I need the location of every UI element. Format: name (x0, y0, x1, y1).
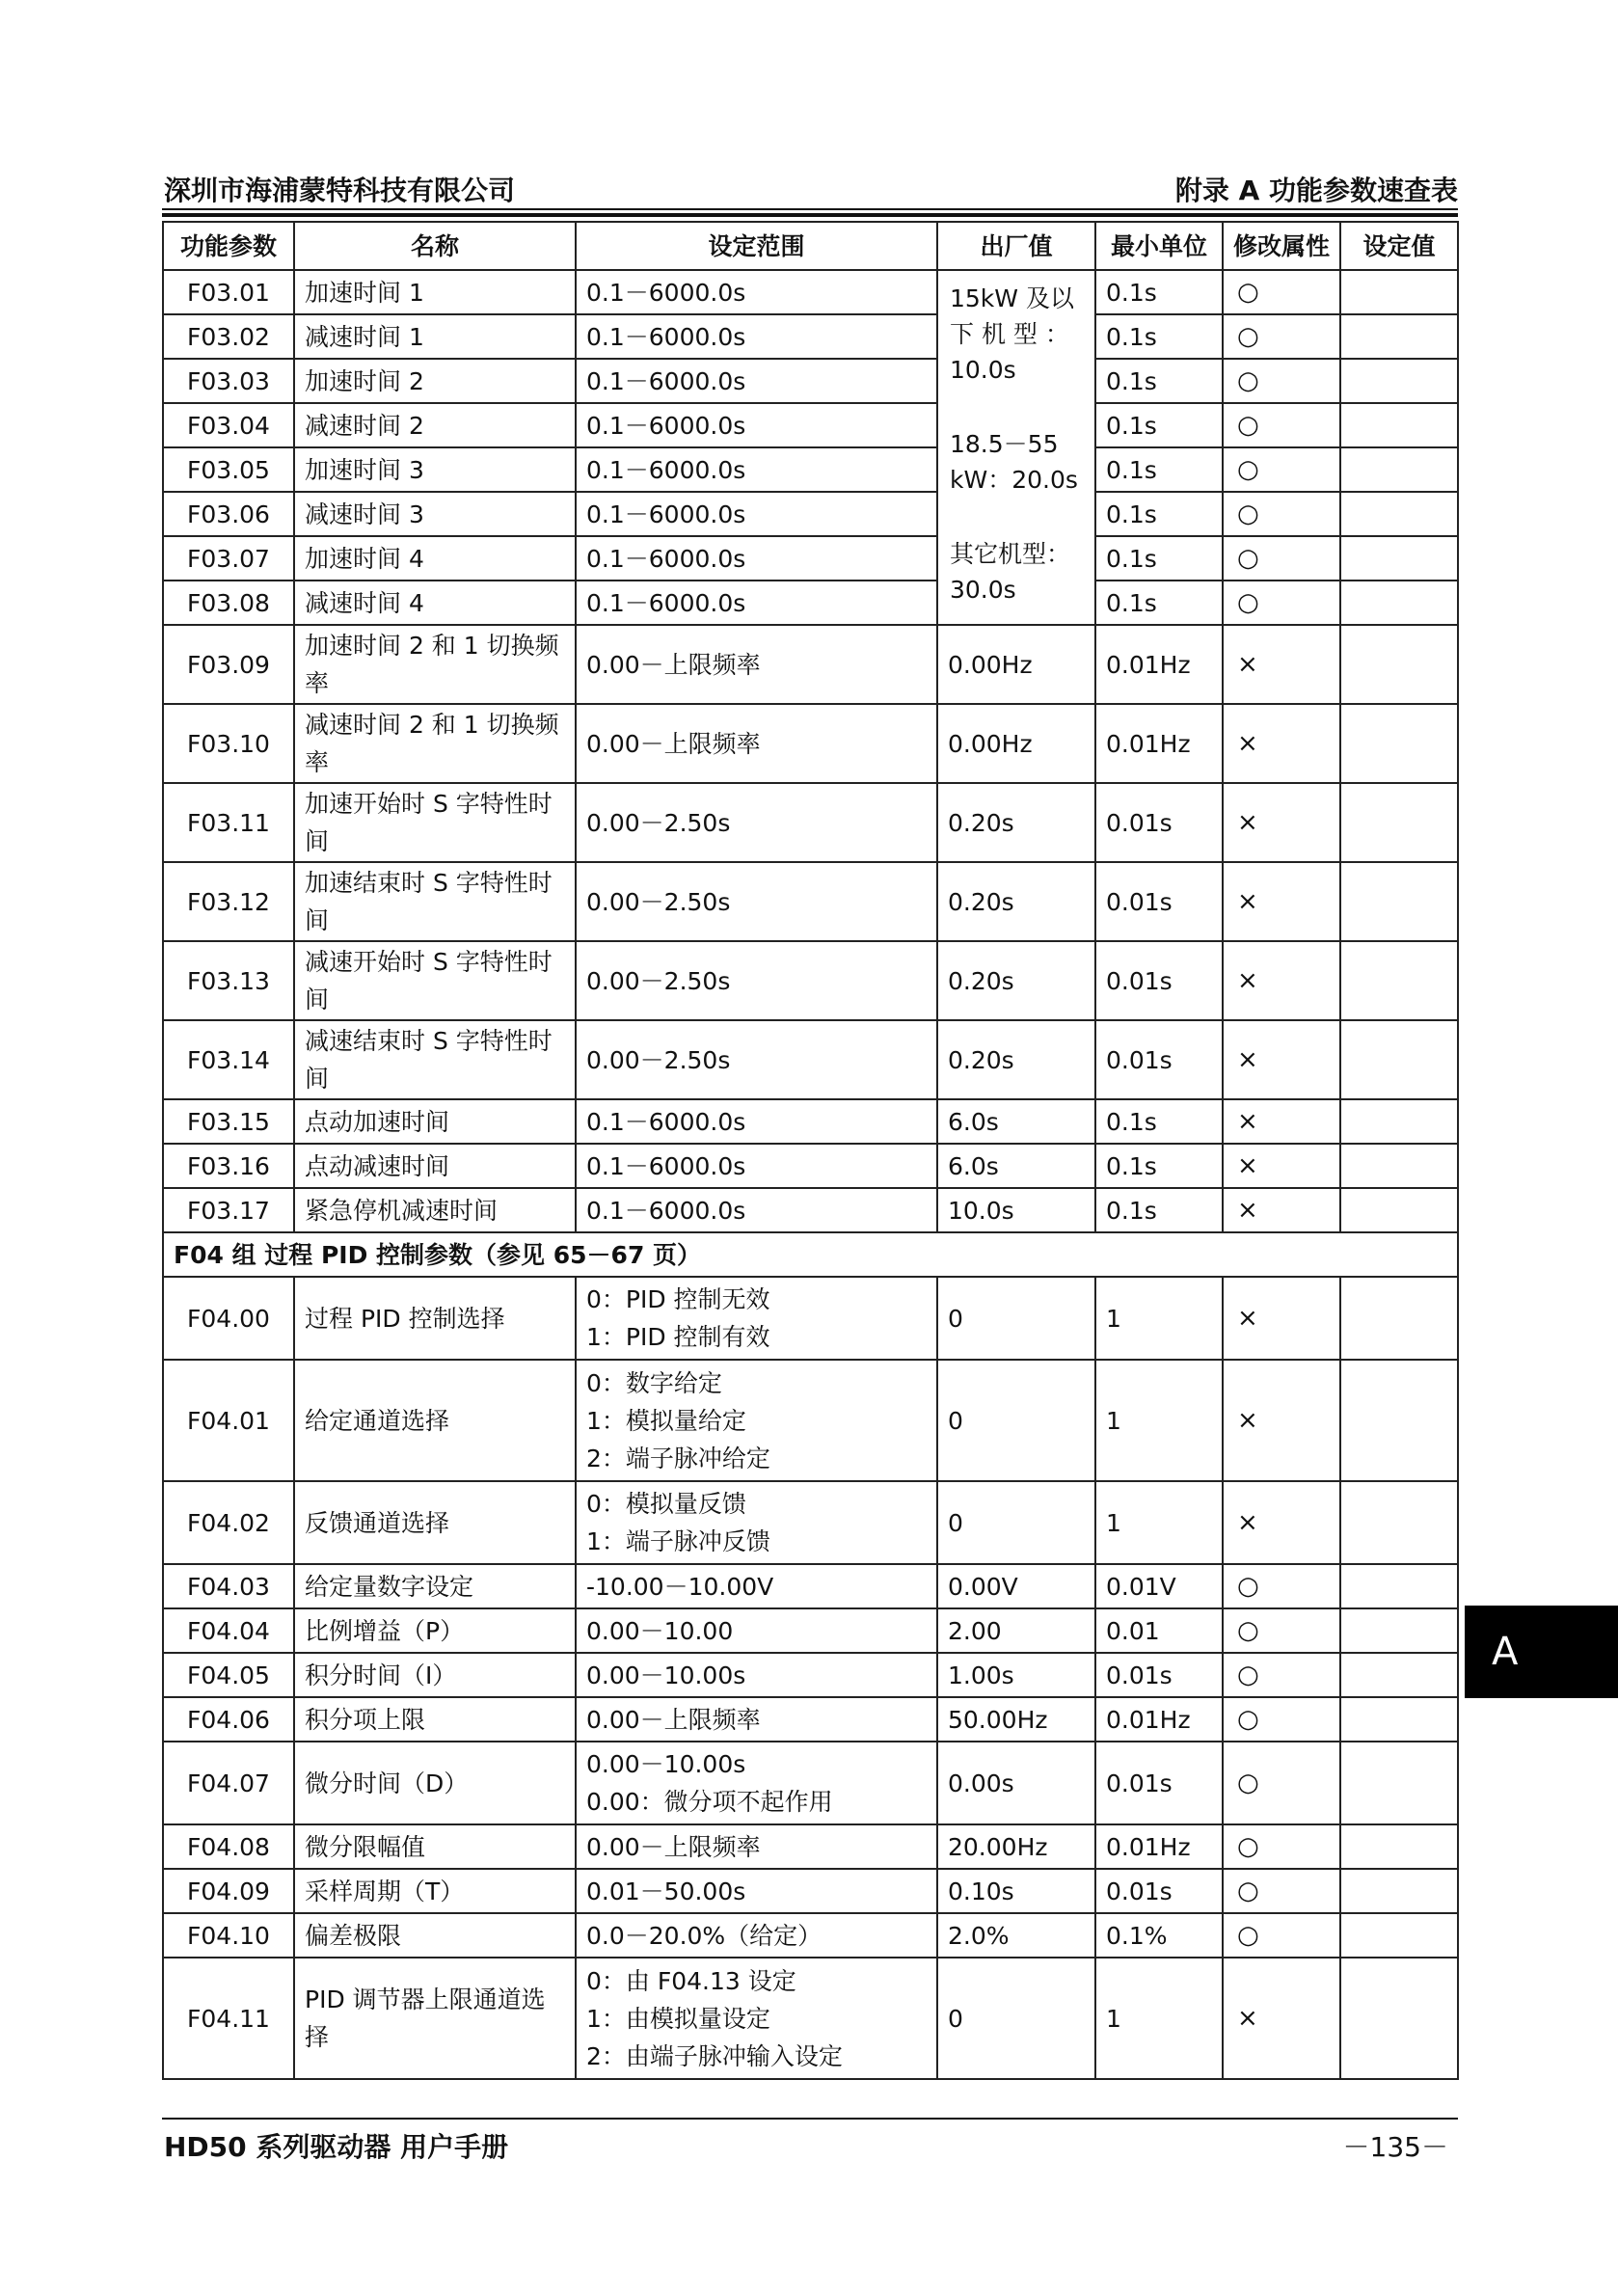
param-range: 0.00－上限频率 (576, 625, 937, 704)
table-row (163, 1697, 1458, 1742)
param-default: 2.0% (937, 1913, 1095, 1958)
table-row (163, 1277, 1458, 1360)
table-row (163, 1360, 1458, 1481)
param-name (294, 625, 576, 704)
param-setting[interactable] (1340, 1481, 1458, 1564)
param-attr: ○ (1223, 536, 1340, 581)
param-range: 0.1－6000.0s (576, 447, 937, 492)
param-unit: 0.01Hz (1095, 625, 1223, 704)
param-code: F03.12 (163, 862, 294, 941)
param-range-line: 0.00－10.00s (586, 1750, 746, 1778)
param-setting[interactable] (1340, 1564, 1458, 1608)
param-code: F03.06 (163, 492, 294, 536)
param-name (294, 941, 576, 1020)
table-row (163, 941, 1458, 1020)
param-attr: ○ (1223, 1869, 1340, 1913)
param-code: F03.05 (163, 447, 294, 492)
param-unit: 0.1% (1095, 1913, 1223, 1958)
param-attr: ○ (1223, 581, 1340, 625)
param-default: 0.10s (937, 1869, 1095, 1913)
param-code: F03.01 (163, 270, 294, 314)
table-row (163, 1958, 1458, 2079)
spacer (950, 498, 1085, 536)
param-name-line: 减速结束时 S 字特性时 (305, 1027, 553, 1055)
param-code: F04.00 (163, 1277, 294, 1360)
footer-title: HD50 系列驱动器 用户手册 (164, 2131, 509, 2163)
param-unit: 0.01Hz (1095, 1697, 1223, 1742)
param-range (576, 1360, 937, 1481)
header-rule-thick (162, 213, 1458, 217)
param-range: 0.1－6000.0s (576, 1188, 937, 1232)
group-title: F04 组 过程 PID 控制参数（参见 65－67 页） (163, 1232, 1458, 1277)
param-code: F04.10 (163, 1913, 294, 1958)
param-unit: 0.1s (1095, 447, 1223, 492)
param-default: 6.0s (937, 1144, 1095, 1188)
param-code: F04.01 (163, 1360, 294, 1481)
table-row (163, 1099, 1458, 1144)
footer-rule (162, 2118, 1458, 2120)
factory-default-line: kW：20.0s (950, 466, 1078, 494)
param-code: F03.17 (163, 1188, 294, 1232)
param-unit: 0.1s (1095, 270, 1223, 314)
param-range: 0.1－6000.0s (576, 403, 937, 447)
param-name-line: 间 (305, 827, 330, 855)
param-range: 0.01－50.00s (576, 1869, 937, 1913)
param-attr: ○ (1223, 1913, 1340, 1958)
param-range (576, 1481, 937, 1564)
param-code: F04.08 (163, 1824, 294, 1869)
param-range (576, 1958, 937, 2079)
table-row (163, 270, 1458, 314)
param-range: 0.0－20.0%（给定） (576, 1913, 937, 1958)
param-name: 比例增益（P） (294, 1608, 576, 1653)
param-unit: 0.01 (1095, 1608, 1223, 1653)
param-name: 加速时间 2 (294, 359, 576, 403)
header-company: 深圳市海浦蒙特科技有限公司 (164, 175, 516, 206)
param-name-line: 加速开始时 S 字特性时 (305, 790, 553, 818)
param-attr: ○ (1223, 1608, 1340, 1653)
param-attr: ○ (1223, 447, 1340, 492)
param-default: 0.00s (937, 1742, 1095, 1824)
param-range-line: 1：模拟量给定 (586, 1406, 746, 1435)
table-row (163, 447, 1458, 492)
param-setting[interactable] (1340, 1277, 1458, 1360)
param-default: 10.0s (937, 1188, 1095, 1232)
param-range: 0.1－6000.0s (576, 359, 937, 403)
table-row (163, 1564, 1458, 1608)
param-code: F03.16 (163, 1144, 294, 1188)
param-code: F03.15 (163, 1099, 294, 1144)
table-row (163, 359, 1458, 403)
param-default: 20.00Hz (937, 1824, 1095, 1869)
param-name: 点动加速时间 (294, 1099, 576, 1144)
param-name: 减速时间 2 (294, 403, 576, 447)
table-header-row (163, 222, 1458, 270)
param-unit: 0.1s (1095, 403, 1223, 447)
param-name-line: 率 (305, 669, 330, 697)
param-name-line: PID 调节器上限通道选 (305, 1985, 546, 2013)
group-header-row (163, 1232, 1458, 1277)
param-setting[interactable] (1340, 1020, 1458, 1099)
param-range: 0.00－上限频率 (576, 1824, 937, 1869)
param-setting[interactable] (1340, 1608, 1458, 1653)
param-unit: 0.1s (1095, 359, 1223, 403)
param-name: 反馈通道选择 (294, 1481, 576, 1564)
param-default: 1.00s (937, 1653, 1095, 1697)
param-unit: 0.1s (1095, 1188, 1223, 1232)
param-range: 0.00－2.50s (576, 783, 937, 862)
param-name: 加速时间 4 (294, 536, 576, 581)
param-unit: 0.1s (1095, 581, 1223, 625)
param-attr: ○ (1223, 1824, 1340, 1869)
param-name (294, 862, 576, 941)
param-default: 0.20s (937, 1020, 1095, 1099)
param-name: 采样周期（T） (294, 1869, 576, 1913)
table-row (163, 1608, 1458, 1653)
table-row (163, 1742, 1458, 1824)
param-name: 微分时间（D） (294, 1742, 576, 1824)
table-row (163, 492, 1458, 536)
param-unit: 0.1s (1095, 536, 1223, 581)
col-header-unit: 最小单位 (1095, 222, 1223, 270)
col-header-attr: 修改属性 (1223, 222, 1340, 270)
table-row (163, 1188, 1458, 1232)
param-range-line: 1：端子脉冲反馈 (586, 1527, 770, 1555)
param-default: 0.20s (937, 783, 1095, 862)
param-setting[interactable] (1340, 941, 1458, 1020)
param-default: 0 (937, 1481, 1095, 1564)
param-unit: 0.01Hz (1095, 1824, 1223, 1869)
param-range: 0.1－6000.0s (576, 270, 937, 314)
param-range: 0.00－2.50s (576, 941, 937, 1020)
param-attr: ○ (1223, 270, 1340, 314)
param-name: 积分时间（I） (294, 1653, 576, 1697)
param-unit: 0.01Hz (1095, 704, 1223, 783)
param-name: 微分限幅值 (294, 1824, 576, 1869)
param-setting[interactable] (1340, 1653, 1458, 1697)
param-default: 0.00V (937, 1564, 1095, 1608)
param-unit: 0.01s (1095, 1869, 1223, 1913)
spacer (950, 388, 1085, 426)
param-name: 减速时间 3 (294, 492, 576, 536)
header-rule-thin (162, 208, 1458, 210)
col-header-setting: 设定值 (1340, 222, 1458, 270)
param-setting[interactable] (1340, 1958, 1458, 2079)
table-row (163, 536, 1458, 581)
factory-default-line: 下 机 型 ： (950, 320, 1069, 348)
param-name-line: 加速时间 2 和 1 切换频 (305, 632, 559, 660)
param-code: F03.10 (163, 704, 294, 783)
param-attr: × (1223, 704, 1340, 783)
param-name-line: 率 (305, 748, 330, 776)
param-code: F04.07 (163, 1742, 294, 1824)
param-unit: 0.01s (1095, 1742, 1223, 1824)
param-unit: 1 (1095, 1481, 1223, 1564)
param-name: 减速时间 1 (294, 314, 576, 359)
param-range-line: 0：PID 控制无效 (586, 1285, 770, 1313)
param-range-line: 1：PID 控制有效 (586, 1323, 770, 1351)
param-attr: × (1223, 1277, 1340, 1360)
param-name: 给定量数字设定 (294, 1564, 576, 1608)
param-name-line: 减速时间 2 和 1 切换频 (305, 711, 559, 739)
param-code: F03.11 (163, 783, 294, 862)
param-code: F03.14 (163, 1020, 294, 1099)
table-row (163, 314, 1458, 359)
param-setting[interactable] (1340, 536, 1458, 581)
param-unit: 0.01s (1095, 1020, 1223, 1099)
param-range: -10.00－10.00V (576, 1564, 937, 1608)
param-name: 点动减速时间 (294, 1144, 576, 1188)
table-row (163, 403, 1458, 447)
param-name (294, 1020, 576, 1099)
param-code: F04.09 (163, 1869, 294, 1913)
table-row (163, 625, 1458, 704)
param-default: 0 (937, 1277, 1095, 1360)
table-row (163, 1653, 1458, 1697)
param-code: F03.13 (163, 941, 294, 1020)
param-attr: ○ (1223, 359, 1340, 403)
param-unit: 1 (1095, 1360, 1223, 1481)
param-attr: × (1223, 1144, 1340, 1188)
param-setting[interactable] (1340, 314, 1458, 359)
param-setting[interactable] (1340, 1697, 1458, 1742)
param-attr: × (1223, 625, 1340, 704)
param-code: F03.04 (163, 403, 294, 447)
param-default: 2.00 (937, 1608, 1095, 1653)
param-setting[interactable] (1340, 1824, 1458, 1869)
param-attr: ○ (1223, 1564, 1340, 1608)
table-row (163, 862, 1458, 941)
param-code: F04.05 (163, 1653, 294, 1697)
table-row (163, 1913, 1458, 1958)
param-code: F03.03 (163, 359, 294, 403)
param-range: 0.00－10.00s (576, 1653, 937, 1697)
param-default: 0 (937, 1958, 1095, 2079)
param-range: 0.1－6000.0s (576, 536, 937, 581)
param-setting[interactable] (1340, 1144, 1458, 1188)
table-row (163, 1020, 1458, 1099)
param-unit: 0.01s (1095, 941, 1223, 1020)
param-default: 0 (937, 1360, 1095, 1481)
param-range: 0.00－上限频率 (576, 704, 937, 783)
param-name: 过程 PID 控制选择 (294, 1277, 576, 1360)
param-name-line: 间 (305, 986, 330, 1013)
param-range: 0.00－上限频率 (576, 1697, 937, 1742)
param-name (294, 704, 576, 783)
factory-default-line: 18.5－55 (950, 430, 1059, 458)
param-unit: 1 (1095, 1277, 1223, 1360)
param-range: 0.1－6000.0s (576, 1144, 937, 1188)
param-name: 积分项上限 (294, 1697, 576, 1742)
param-setting[interactable] (1340, 862, 1458, 941)
param-attr: × (1223, 1020, 1340, 1099)
param-range-line: 0：数字给定 (586, 1368, 722, 1397)
header-section-title: 附录 A 功能参数速查表 (1174, 175, 1458, 206)
factory-default-line: 30.0s (950, 576, 1016, 604)
param-code: F03.09 (163, 625, 294, 704)
param-name: 减速时间 4 (294, 581, 576, 625)
param-range-line: 1：由模拟量设定 (586, 2004, 770, 2033)
table-row (163, 783, 1458, 862)
param-name: 加速时间 1 (294, 270, 576, 314)
col-header-code: 功能参数 (163, 222, 294, 270)
param-code: F03.08 (163, 581, 294, 625)
param-name (294, 783, 576, 862)
table-row (163, 1481, 1458, 1564)
col-header-range: 设定范围 (576, 222, 937, 270)
param-name-line: 减速开始时 S 字特性时 (305, 948, 553, 976)
param-name-line: 加速结束时 S 字特性时 (305, 869, 553, 897)
param-unit: 0.1s (1095, 492, 1223, 536)
page-number: －135－ (1342, 2131, 1448, 2163)
param-code: F04.04 (163, 1608, 294, 1653)
param-unit: 0.01s (1095, 1653, 1223, 1697)
param-attr: ○ (1223, 314, 1340, 359)
param-setting[interactable] (1340, 1913, 1458, 1958)
param-range: 0.1－6000.0s (576, 581, 937, 625)
param-setting[interactable] (1340, 270, 1458, 314)
param-code: F03.02 (163, 314, 294, 359)
param-attr: × (1223, 1099, 1340, 1144)
param-name: 给定通道选择 (294, 1360, 576, 1481)
table-row (163, 1144, 1458, 1188)
param-range: 0.1－6000.0s (576, 492, 937, 536)
param-attr: × (1223, 1360, 1340, 1481)
param-attr: × (1223, 1188, 1340, 1232)
param-range: 0.1－6000.0s (576, 1099, 937, 1144)
table-row (163, 581, 1458, 625)
param-setting[interactable] (1340, 1099, 1458, 1144)
param-range: 0.00－10.00 (576, 1608, 937, 1653)
param-name-line: 择 (305, 2023, 330, 2051)
param-attr: ○ (1223, 1697, 1340, 1742)
param-attr: × (1223, 1958, 1340, 2079)
param-name: 加速时间 3 (294, 447, 576, 492)
param-range: 0.00－2.50s (576, 1020, 937, 1099)
param-unit: 0.01s (1095, 783, 1223, 862)
param-setting[interactable] (1340, 359, 1458, 403)
param-attr: ○ (1223, 403, 1340, 447)
param-setting[interactable] (1340, 581, 1458, 625)
factory-default-line: 10.0s (950, 356, 1016, 384)
param-setting[interactable] (1340, 1742, 1458, 1824)
param-setting[interactable] (1340, 704, 1458, 783)
param-range (576, 1277, 937, 1360)
param-name: 紧急停机减速时间 (294, 1188, 576, 1232)
param-range-line: 0.00：微分项不起作用 (586, 1788, 833, 1816)
param-setting[interactable] (1340, 1360, 1458, 1481)
param-default: 0.00Hz (937, 625, 1095, 704)
parameter-table (162, 221, 1459, 2080)
appendix-tab-marker: A (1465, 1606, 1618, 1698)
table-row (163, 1869, 1458, 1913)
factory-default-line: 其它机型： (950, 540, 1071, 568)
param-setting[interactable] (1340, 1188, 1458, 1232)
param-name (294, 1958, 576, 2079)
param-code: F04.02 (163, 1481, 294, 1564)
param-code: F04.11 (163, 1958, 294, 2079)
param-setting[interactable] (1340, 447, 1458, 492)
param-default: 6.0s (937, 1099, 1095, 1144)
param-attr: × (1223, 783, 1340, 862)
param-attr: × (1223, 1481, 1340, 1564)
param-unit: 0.1s (1095, 314, 1223, 359)
param-setting[interactable] (1340, 1869, 1458, 1913)
merged-factory-default (937, 270, 1095, 625)
table-row (163, 704, 1458, 783)
param-range (576, 1742, 937, 1824)
param-default: 50.00Hz (937, 1697, 1095, 1742)
table-row (163, 1824, 1458, 1869)
param-code: F04.03 (163, 1564, 294, 1608)
param-range: 0.1－6000.0s (576, 314, 937, 359)
param-default: 0.20s (937, 941, 1095, 1020)
param-setting[interactable] (1340, 625, 1458, 704)
param-attr: ○ (1223, 1653, 1340, 1697)
param-unit: 0.1s (1095, 1099, 1223, 1144)
param-attr: × (1223, 862, 1340, 941)
param-range-line: 0：由 F04.13 设定 (586, 1966, 796, 1995)
param-name-line: 间 (305, 906, 330, 934)
param-setting[interactable] (1340, 403, 1458, 447)
param-default: 0.00Hz (937, 704, 1095, 783)
col-header-name: 名称 (294, 222, 576, 270)
param-code: F03.07 (163, 536, 294, 581)
param-setting[interactable] (1340, 492, 1458, 536)
param-range-line: 0：模拟量反馈 (586, 1490, 746, 1518)
param-unit: 0.01s (1095, 862, 1223, 941)
param-range-line: 2：端子脉冲给定 (586, 1444, 770, 1472)
param-default: 0.20s (937, 862, 1095, 941)
param-unit: 1 (1095, 1958, 1223, 2079)
param-attr: ○ (1223, 1742, 1340, 1824)
factory-default-line: 15kW 及以 (950, 284, 1074, 312)
param-attr: ○ (1223, 492, 1340, 536)
param-name: 偏差极限 (294, 1913, 576, 1958)
param-range: 0.00－2.50s (576, 862, 937, 941)
col-header-default: 出厂值 (937, 222, 1095, 270)
param-unit: 0.1s (1095, 1144, 1223, 1188)
param-range-line: 2：由端子脉冲输入设定 (586, 2041, 843, 2070)
param-name-line: 间 (305, 1065, 330, 1093)
param-unit: 0.01V (1095, 1564, 1223, 1608)
param-code: F04.06 (163, 1697, 294, 1742)
param-setting[interactable] (1340, 783, 1458, 862)
param-attr: × (1223, 941, 1340, 1020)
